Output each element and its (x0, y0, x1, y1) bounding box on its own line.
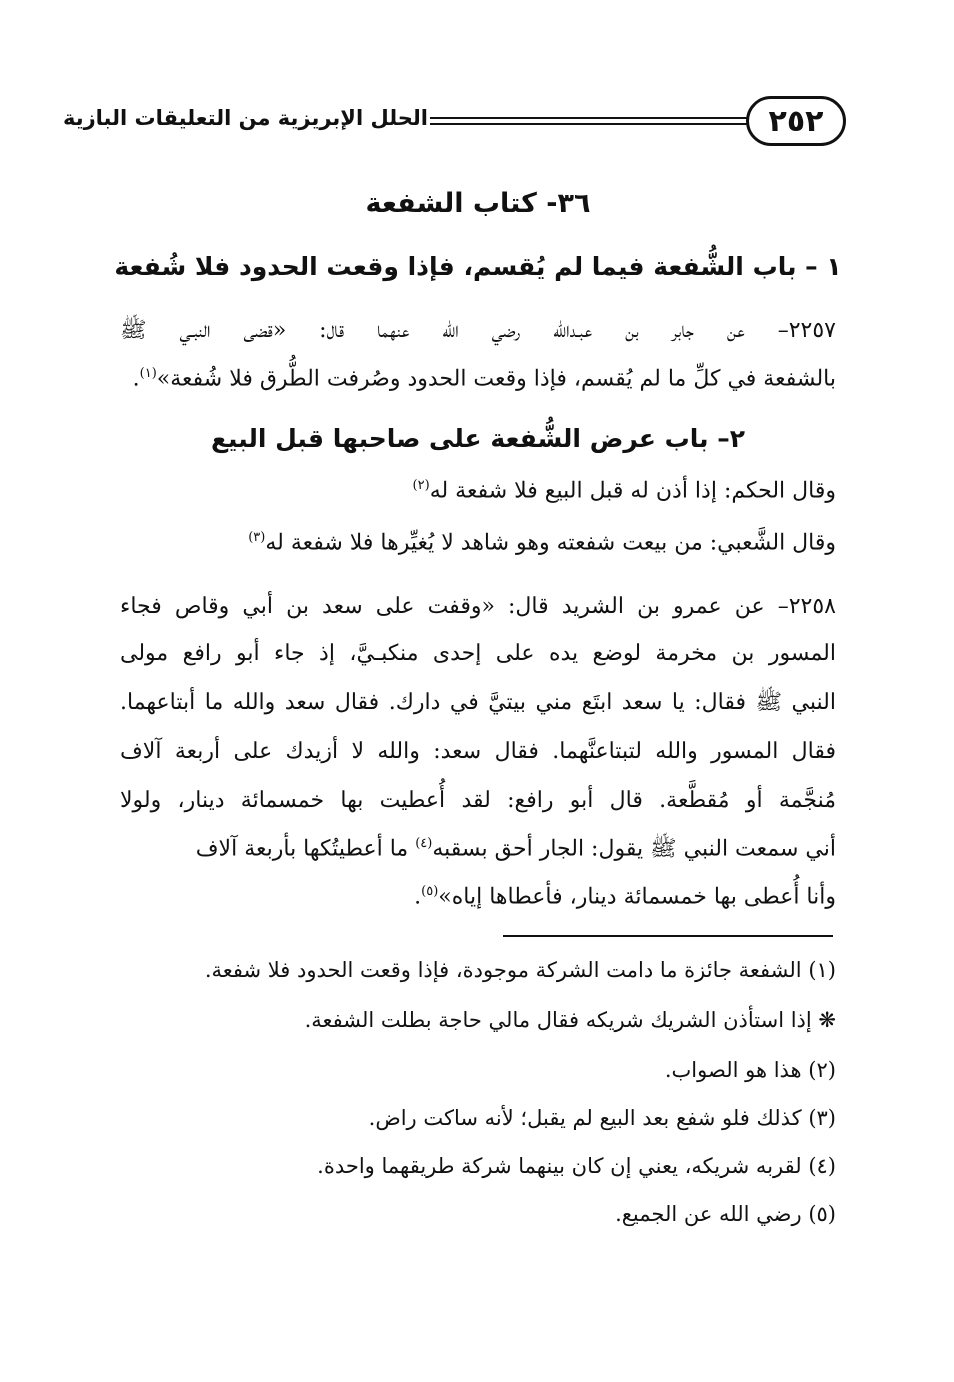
page-header (62, 96, 846, 158)
hadith-2257-line: ٢٢٥٧– عن جابر بن عبـدالله رضي الله عنهما قال: «قضى النبـي ﷺ (120, 318, 836, 343)
running-title: الحلل الإبريزية من التعليقات البازية (62, 106, 428, 130)
page-number-badge: ٢٥٢ (746, 96, 846, 146)
hadith-text: بالشفعة في كلِّ ما لم يُقسم، فإذا وقعت الحدود وصُرفت الطُّرق فلا شُفعة» (156, 366, 836, 392)
footnote-note: ❋ إذا استأذن الشريك شريكه فقال مالي حاجة بطلت الشفعة. (304, 1008, 836, 1032)
header-rule (430, 117, 748, 119)
footnote-5: (٥) رضي الله عن الجميع. (615, 1202, 836, 1226)
footnote-2: (٢) هذا هو الصواب. (664, 1058, 836, 1082)
footnote-ref-4: (٤) (415, 836, 433, 851)
period: . (132, 366, 140, 392)
footnote-4: (٤) لقربه شريكه، يعني إن كان بينهما شركة طريقهما واحدة. (317, 1154, 836, 1178)
footnote-ref-5: (٥) (421, 884, 439, 899)
footnote-ref-2: (٢) (412, 478, 430, 493)
quote-al-hakam (120, 478, 836, 505)
hadith-2258-line: المسور بن مخرمة لوضع يده على إحدى منكبـيَّ، إذ جاء أبو رافع مولى (120, 641, 836, 666)
hadith-2258-line: فقال المسور والله لتبتاعنَّهما. فقال سعد: والله لا أزيدك على أربعة آلاف (120, 739, 836, 764)
hadith-2258-line: النبي ﷺ فقال: يا سعد ابتَع مني بيتيَّ في دارك. فقال سعد والله ما أبتاعهما. (120, 690, 836, 715)
hadith-text: وأنا أُعطى بها خمسمائة دينار، فأعطاها إياه» (438, 884, 836, 910)
footnote-ref-3: (٣) (248, 530, 266, 545)
footnote-3: (٣) كذلك فلو شفع بعد البيع لم يقبل؛ لأنه ساكت راض. (368, 1106, 836, 1130)
hadith-text: ما أعطيتُكها بأربعة آلاف (195, 836, 416, 862)
quote-text: وقال الحكم: إذا أذن له قبل البيع فلا شفعة له (429, 478, 836, 504)
footnote-ref-1: (١) (139, 366, 157, 381)
hadith-2258-line (120, 884, 836, 911)
hadith-2258-line: ٢٢٥٨– عن عمرو بن الشريد قال: «وقفت على سعد بن أبي وقاص فجاء (120, 594, 836, 619)
quote-ash-shabi (120, 530, 836, 557)
hadith-2258-line: مُنجَّمة أو مُقطَّعة. قال أبو رافع: لقد أُعطيت بها خمسمائة دينار، ولولا (120, 788, 836, 813)
chapter-1-title: ١ – باب الشُّفعة فيما لم يُقسم، فإذا وقعت الحدود فلا شُفعة (114, 252, 842, 281)
footnote-1: (١) الشفعة جائزة ما دامت الشركة موجودة، فإذا وقعت الحدود فلا شفعة. (204, 958, 836, 982)
book-title: ٣٦- كتاب الشفعة (365, 188, 591, 219)
chapter-2-title: ٢– باب عرض الشُّفعة على صاحبها قبل البيع (210, 424, 746, 453)
hadith-2257-line (120, 366, 836, 393)
hadith-text: أني سمعت النبي ﷺ يقول: الجار أحق بسقبه (432, 836, 836, 862)
period: . (414, 884, 422, 910)
quote-text: وقال الشَّعبي: من بيعت شفعته وهو شاهد لا يُغيِّرها فلا شفعة له (265, 530, 836, 556)
hadith-2258-line (120, 836, 836, 863)
footnote-separator (503, 935, 833, 937)
header-rule (430, 123, 748, 125)
